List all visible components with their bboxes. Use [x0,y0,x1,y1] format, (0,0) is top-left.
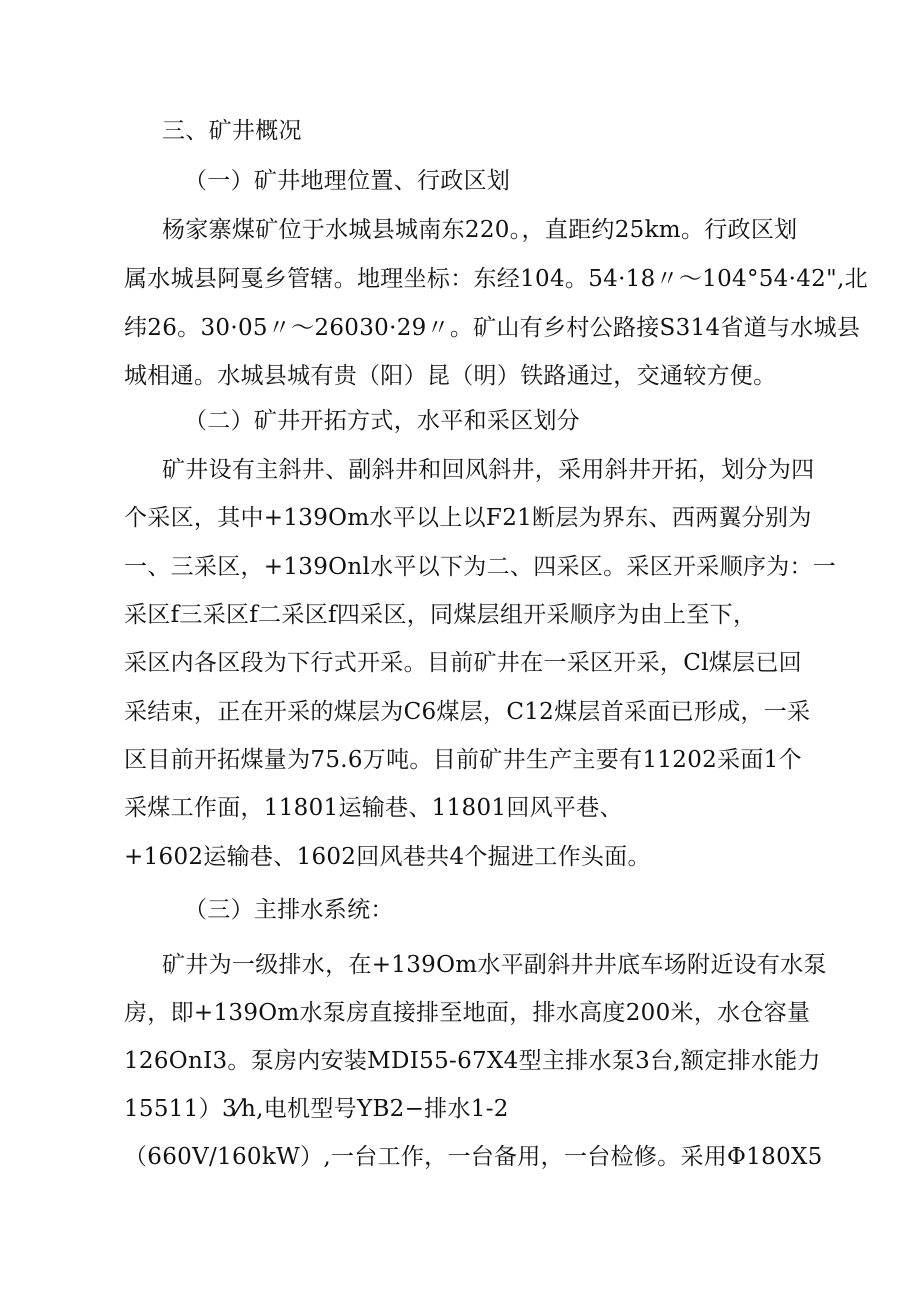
paragraph-line: 属水城县阿戛乡管辖。地理坐标：东经104。54·18〃～104°54·42",北 [124,266,868,292]
paragraph-line: （660V/160kW）,一台工作，一台备用，一台检修。采用Φ180X5 [124,1144,823,1170]
paragraph-line: 矿井设有主斜井、副斜井和回风斜井，采用斜井开拓，划分为四 [162,457,815,483]
paragraph-line: +1602运输巷、1602回风巷共4个掘进工作头面。 [124,844,651,870]
paragraph-line: 采煤工作面，11801运输巷、11801回风平巷、 [124,795,623,821]
subsection-heading-1: （一）矿井地理位置、行政区划 [184,168,511,194]
subsection-heading-2: （二）矿井开拓方式，水平和采区划分 [184,408,581,434]
paragraph-line: 房，即+139Om水泵房直接排至地面，排水高度200米，水仓容量 [124,1000,811,1026]
paragraph-line: 个采区，其中+139Om水平以上以F21断层为界东、西两翼分别为 [124,505,812,531]
paragraph-line: 采结束，正在开采的煤层为C6煤层，C12煤层首采面已形成，一采 [124,699,811,725]
paragraph-line: 杨家寨煤矿位于水城县城南东220。，直距约25km。行政区划 [162,217,798,243]
paragraph-line: 采区内各区段为下行式开采。目前矿井在一采区开采，Cl煤层已回 [124,650,802,676]
paragraph-line: 15511）3⁄h,电机型号YB2−排水1-2 [124,1096,509,1122]
subsection-heading-3: （三）主排水系统： [184,897,394,923]
paragraph-line: 矿井为一级排水，在+139Om水平副斜井井底车场附近设有水泵 [162,952,827,978]
paragraph-line: 城相通。水城县城有贵（阳）昆（明）铁路通过，交通较方便。 [124,363,777,389]
paragraph-line: 纬26。30·05〃～26030·29〃。矿山有乡村公路接S314省道与水城县 [124,315,861,341]
paragraph-line: 采区f三采区f二采区f四采区，同煤层组开采顺序为由上至下， [124,602,757,628]
section-heading: 三、矿井概况 [162,118,302,144]
paragraph-line: 126OnI3。泵房内安装MDI55-67X4型主排水泵3台,额定排水能力 [124,1048,821,1074]
paragraph-line: 区目前开拓煤量为75.6万吨。目前矿井生产主要有11202采面1个 [124,747,802,773]
paragraph-line: 一、三采区，+139Onl水平以下为二、四采区。采区开采顺序为：一 [124,554,837,580]
